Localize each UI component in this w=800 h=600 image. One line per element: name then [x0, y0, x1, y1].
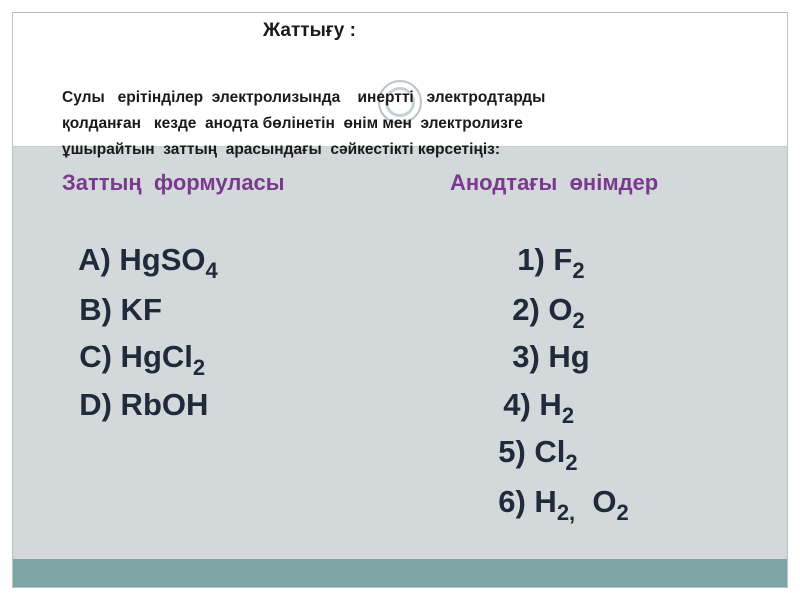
formula-text: B) KF [79, 292, 162, 327]
formula-subscript: 2 [565, 450, 578, 475]
formula-text: 2) O [512, 292, 573, 327]
formula-text: D) RbOH [79, 387, 209, 422]
header-substance-formula: Заттың формуласы [62, 170, 285, 195]
formula-subscript: 2 [192, 355, 206, 380]
header-anode-products: Анодтағы өнімдер [450, 170, 659, 195]
formula-text: 6) H [498, 484, 557, 519]
formula-text: 1) F [517, 242, 573, 277]
task-line-1: Сулы ерітінділер электролизында инертті электродтарды [62, 89, 546, 106]
formula-text: A) HgSO [78, 242, 206, 277]
formula-text: O [575, 484, 617, 519]
formula-text: 5) Cl [498, 434, 566, 469]
task-text [62, 85, 702, 163]
formula-subscript: 2 [572, 258, 585, 283]
formula-subscript: 4 [205, 258, 218, 283]
slide-footer-band [13, 559, 787, 587]
formula-subscript: 2 [561, 403, 575, 428]
formula-text: 4) H [503, 387, 562, 422]
formula-subscript: 2 [572, 308, 585, 333]
formula-subscript: 2, [556, 500, 576, 525]
substance-d [62, 358, 208, 420]
formula-text: C) HgCl [79, 339, 193, 374]
task-line-3: ұшырайтын заттың арасындағы сәйкестікті көрсетіңіз: [62, 141, 500, 158]
task-line-2: қолданған кезде анодта бөлінетін өнім мен электролизге [62, 115, 523, 132]
product-6 [481, 455, 629, 525]
formula-subscript: 2 [616, 500, 629, 525]
slide-title: Жаттығу : [263, 20, 356, 41]
formula-text: 3) Hg [512, 339, 590, 374]
